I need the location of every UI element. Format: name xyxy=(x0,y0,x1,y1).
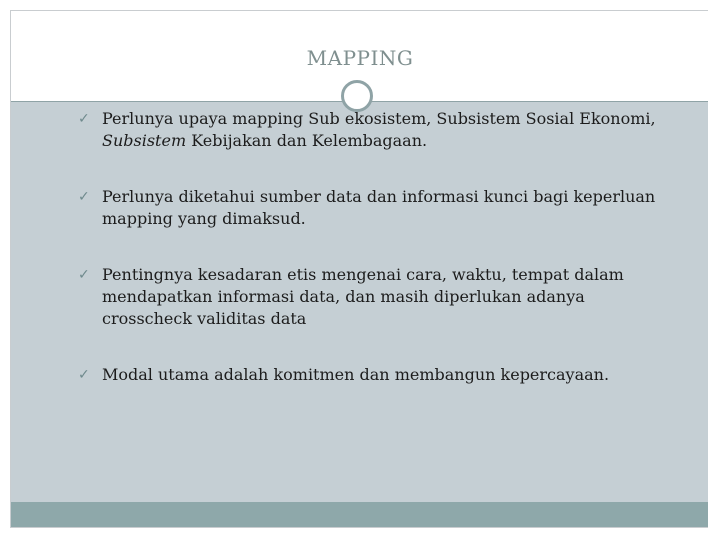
slide-title: MAPPING xyxy=(306,46,414,70)
bullet-text-start: Perlunya upaya mapping Sub ekosistem, Subsistem Sosial Ekonomi, xyxy=(102,109,656,128)
bullet-text-end: Kebijakan dan Kelembagaan. xyxy=(186,131,428,150)
bullet-item xyxy=(78,108,678,152)
bullet-item xyxy=(78,186,678,230)
bullet-list xyxy=(78,108,678,386)
bullet-item xyxy=(78,264,678,330)
footer-bar xyxy=(11,502,708,527)
bullet-text-italic: Subsistem xyxy=(102,131,187,150)
check-bullet-icon: ✓ xyxy=(78,111,90,127)
check-bullet-icon: ✓ xyxy=(78,189,90,205)
check-bullet-icon: ✓ xyxy=(78,367,90,383)
bullet-text: Pentingnya kesadaran etis mengenai cara, waktu, tempat dalam mendapatkan informasi data, dan masih diperlukan adanya crosscheck validitas data xyxy=(102,265,624,328)
bullet-text: Modal utama adalah komitmen dan membangun kepercayaan. xyxy=(102,365,610,384)
bullet-item xyxy=(78,364,678,386)
bullet-text: Perlunya diketahui sumber data dan informasi kunci bagi keperluan mapping yang dimaksud. xyxy=(102,187,656,228)
check-bullet-icon: ✓ xyxy=(78,267,90,283)
